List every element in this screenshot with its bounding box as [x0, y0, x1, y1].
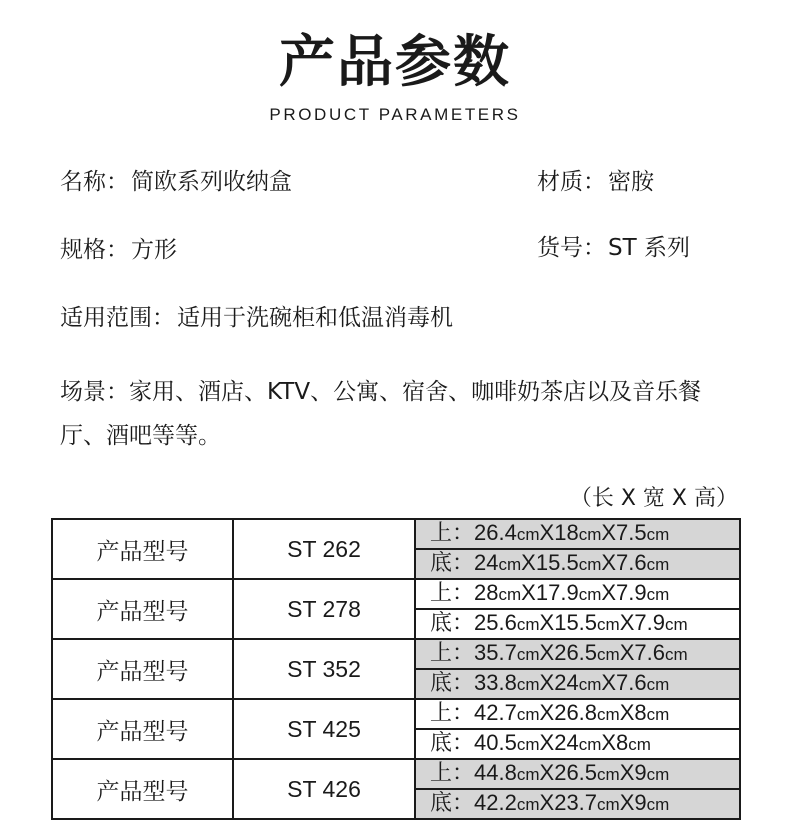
model-label-cell: 产品型号	[52, 519, 233, 579]
dimension-cell	[415, 609, 740, 639]
dimension-separator: X	[539, 730, 555, 755]
dimension-prefix: 上：	[430, 581, 475, 606]
dimension-unit: cm	[516, 675, 540, 694]
dimension-unit: cm	[597, 705, 620, 724]
dimension-separator: X	[539, 520, 555, 545]
dimension-prefix: 底：	[430, 791, 475, 816]
dimension-value: 15.5	[554, 610, 598, 635]
dimension-prefix: 上：	[430, 761, 475, 786]
table-row	[52, 579, 740, 609]
dimension-unit: cm	[646, 675, 670, 694]
model-code-cell: ST 262	[233, 519, 415, 579]
dimension-value: 26.4	[474, 520, 517, 545]
dimension-unit: cm	[646, 765, 670, 784]
dimension-prefix: 底：	[430, 671, 475, 696]
dimension-separator: X	[539, 700, 555, 725]
dimension-unit: cm	[646, 555, 670, 574]
dimension-value: 24	[554, 730, 579, 755]
dimension-unit: cm	[597, 645, 620, 664]
dimension-prefix: 底：	[430, 611, 475, 636]
dimension-value: 25.6	[474, 610, 517, 635]
dimension-prefix: 上：	[430, 641, 475, 666]
dimension-unit: cm	[516, 645, 540, 664]
dimension-cell	[415, 579, 740, 609]
info-usage-label: 适用范围：	[60, 305, 175, 331]
dimension-unit: cm	[578, 585, 602, 604]
dimension-value: 24	[554, 670, 579, 695]
dimension-separator: X	[601, 670, 617, 695]
model-code-cell: ST 352	[233, 639, 415, 699]
page-title: 产品参数	[279, 30, 511, 95]
dimension-value: 26.5	[554, 760, 598, 785]
table-row	[52, 639, 740, 669]
dimension-unit: cm	[646, 585, 670, 604]
dimension-cell	[415, 549, 740, 579]
dimension-unit: cm	[516, 525, 540, 544]
dimension-value: 40.5	[474, 730, 517, 755]
dimension-unit: cm	[516, 765, 540, 784]
info-spec-value: 方形	[131, 237, 177, 263]
dimension-value: 17.9	[535, 580, 579, 605]
dimension-separator: X	[539, 790, 555, 815]
dimension-unit: cm	[498, 585, 522, 604]
dimension-value: 26.5	[554, 640, 598, 665]
dimension-unit: cm	[578, 555, 602, 574]
dimension-cell	[415, 699, 740, 729]
dimension-value: 7.6	[634, 640, 665, 665]
dimension-unit: cm	[516, 705, 540, 724]
dimension-separator: X	[619, 610, 635, 635]
model-code-cell: ST 278	[233, 579, 415, 639]
dimension-value: 28	[474, 580, 499, 605]
dimension-cell	[415, 669, 740, 699]
dimension-value: 26.8	[554, 700, 598, 725]
dimension-prefix: 底：	[430, 731, 475, 756]
page-subtitle: PRODUCT PARAMETERS	[269, 105, 521, 124]
dimension-separator: X	[601, 580, 617, 605]
dimension-cell	[415, 639, 740, 669]
info-scene	[60, 370, 740, 458]
info-scene-label: 场景：	[60, 379, 129, 405]
info-item-no-value: ST 系列	[608, 235, 690, 261]
dimension-separator: X	[619, 790, 635, 815]
dimension-value: 42.7	[474, 700, 517, 725]
dimension-separator: X	[601, 730, 617, 755]
dimension-unit: cm	[516, 795, 540, 814]
table-row	[52, 759, 740, 789]
info-scene-value: 家用、酒店、KTV、公寓、宿舍、咖啡奶茶店以及音乐餐厅、酒吧等等。	[60, 379, 702, 449]
dimension-unit: cm	[664, 615, 688, 634]
dimension-separator: X	[601, 550, 617, 575]
model-code-cell: ST 426	[233, 759, 415, 819]
info-material	[537, 167, 654, 197]
dimension-unit: cm	[516, 735, 540, 754]
dimension-value: 44.8	[474, 760, 517, 785]
dimension-value: 23.7	[554, 790, 598, 815]
dimension-unit: cm	[628, 735, 651, 754]
dimension-value: 7.5	[616, 520, 647, 545]
dimension-unit: cm	[646, 525, 670, 544]
info-name-label: 名称：	[60, 169, 129, 195]
dimension-separator: X	[601, 520, 617, 545]
table-row	[52, 519, 740, 549]
dimension-prefix: 上：	[430, 701, 475, 726]
dimension-value: 18	[554, 520, 579, 545]
dimension-unit: cm	[646, 795, 670, 814]
dimension-value: 7.6	[616, 550, 647, 575]
dimension-cell	[415, 789, 740, 819]
dimension-unit: cm	[597, 795, 620, 814]
dimension-separator: X	[619, 760, 635, 785]
dimension-value: 33.8	[474, 670, 517, 695]
dimension-separator: X	[539, 670, 555, 695]
dimension-value: 24	[474, 550, 499, 575]
dimension-unit: cm	[578, 525, 602, 544]
dimension-unit: cm	[646, 705, 670, 724]
dimension-value: 9	[634, 760, 647, 785]
dimension-value: 8	[616, 730, 629, 755]
dimension-prefix: 上：	[430, 521, 475, 546]
model-label-cell: 产品型号	[52, 639, 233, 699]
dimension-value: 7.9	[616, 580, 647, 605]
dimension-unit: cm	[597, 765, 620, 784]
dimension-unit: cm	[516, 615, 540, 634]
dimension-unit: cm	[578, 675, 602, 694]
info-spec-label: 规格：	[60, 237, 129, 263]
dimension-value: 7.9	[634, 610, 665, 635]
info-material-label: 材质：	[537, 169, 606, 195]
info-spec	[60, 235, 177, 265]
dimension-prefix: 底：	[430, 551, 475, 576]
info-usage-value: 适用于洗碗柜和低温消毒机	[177, 305, 453, 331]
dimension-value: 7.6	[616, 670, 647, 695]
dimension-separator: X	[521, 580, 536, 605]
info-item-no	[537, 233, 690, 263]
dimension-cell	[415, 729, 740, 759]
info-name-value: 简欧系列收纳盒	[131, 169, 292, 195]
dimension-cell	[415, 759, 740, 789]
spec-table	[51, 518, 741, 820]
dimension-value: 8	[634, 700, 647, 725]
dimension-separator: X	[539, 640, 555, 665]
dimension-unit: cm	[664, 645, 688, 664]
dimension-separator: X	[619, 640, 635, 665]
model-label-cell: 产品型号	[52, 699, 233, 759]
dimension-value: 42.2	[474, 790, 517, 815]
table-row	[52, 699, 740, 729]
info-name	[60, 167, 292, 197]
dimension-unit: cm	[578, 735, 602, 754]
dimension-unit: cm	[498, 555, 522, 574]
info-material-value: 密胺	[608, 169, 654, 195]
dimension-separator: X	[619, 700, 635, 725]
model-code-cell: ST 425	[233, 699, 415, 759]
dimension-cell	[415, 519, 740, 549]
dimension-separator: X	[539, 610, 555, 635]
dimensions-note: （长 X 宽 X 高）	[569, 486, 738, 511]
dimension-value: 35.7	[474, 640, 517, 665]
model-label-cell: 产品型号	[52, 579, 233, 639]
dimension-value: 9	[634, 790, 647, 815]
dimension-separator: X	[539, 760, 555, 785]
dimension-unit: cm	[597, 615, 620, 634]
model-label-cell: 产品型号	[52, 759, 233, 819]
dimension-separator: X	[521, 550, 536, 575]
info-usage	[60, 303, 453, 333]
info-item-no-label: 货号：	[537, 235, 606, 261]
dimension-value: 15.5	[535, 550, 579, 575]
